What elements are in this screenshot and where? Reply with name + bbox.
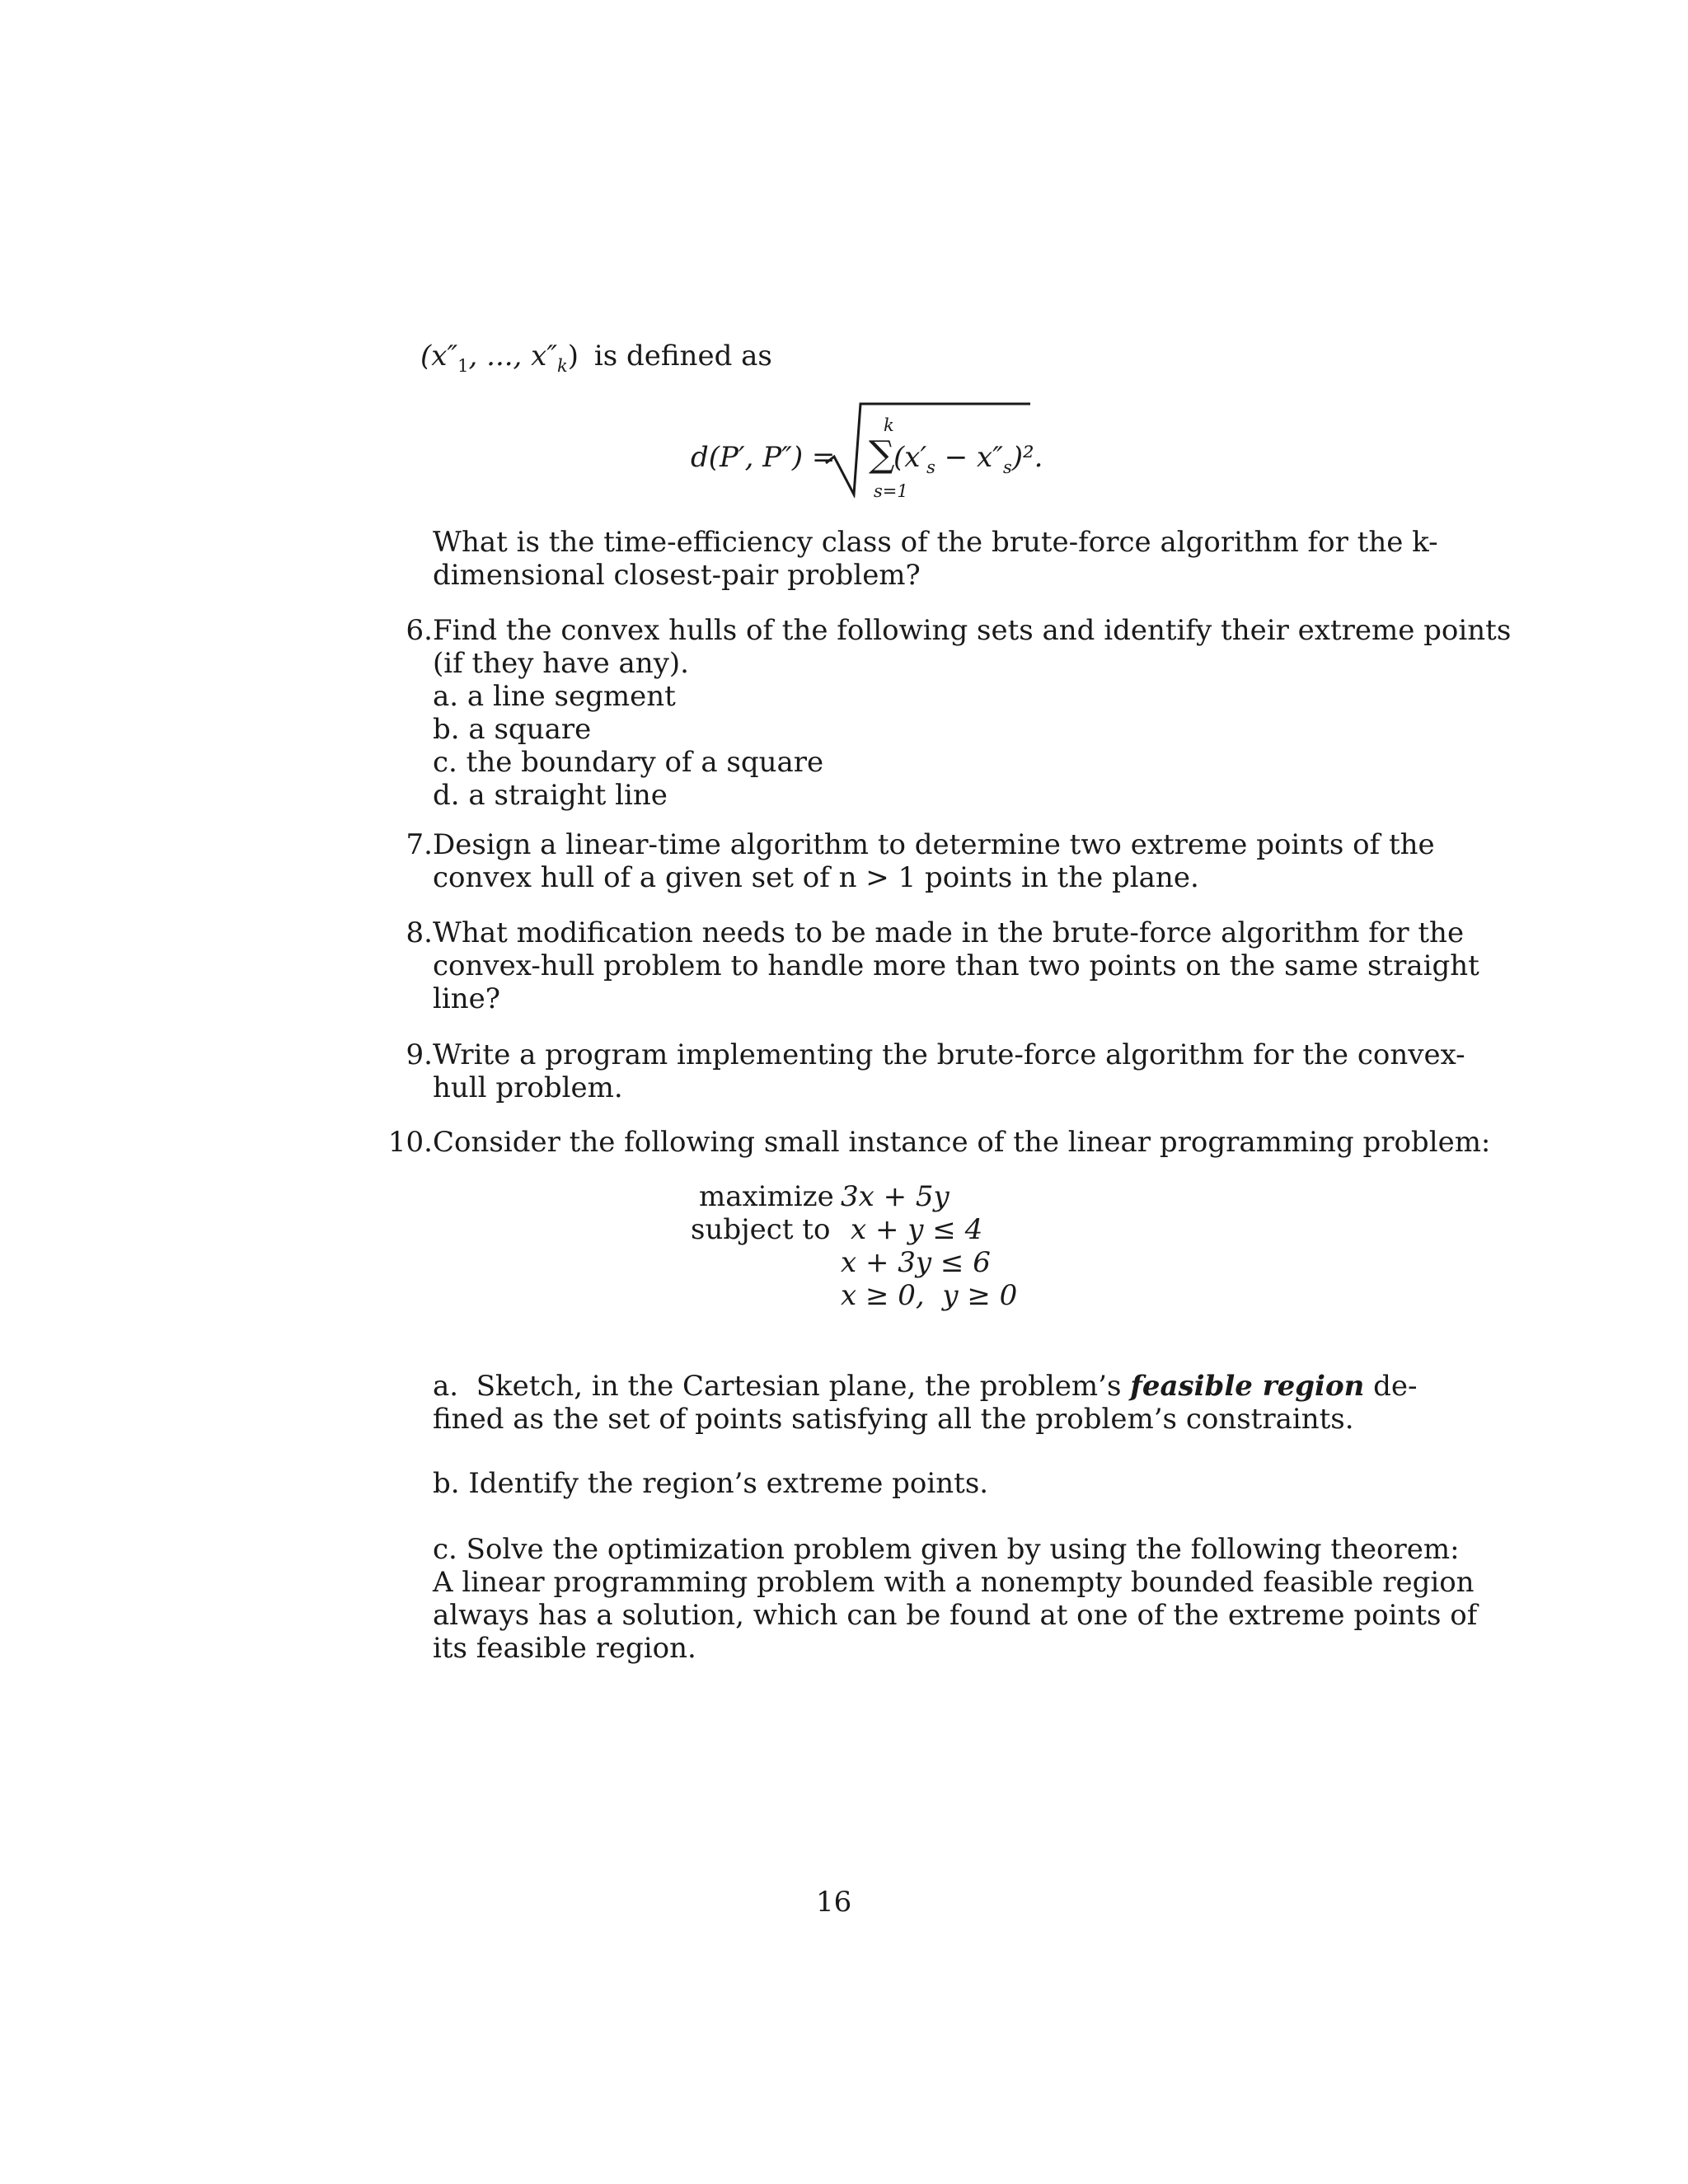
feasible-region-term: feasible region bbox=[1130, 1370, 1365, 1403]
item-line: convex hull of a given set of n > 1 points in the plane. bbox=[433, 861, 1199, 894]
coords-subk: k bbox=[557, 355, 568, 376]
defined-as: is defined as bbox=[593, 340, 772, 373]
formula-lhs: d(P′, P″) = bbox=[691, 441, 836, 474]
item-line: What modification needs to be made in the brute-force algorithm for the bbox=[433, 916, 1465, 949]
q5-tail bbox=[433, 526, 1438, 592]
item-line: b. a square bbox=[433, 713, 592, 746]
item-line: convex-hull problem to handle more than two points on the same straight bbox=[433, 949, 1479, 982]
part-a-line2: fined as the set of points satisfying all the problem’s constraints. bbox=[433, 1403, 1354, 1436]
item-number: 7. bbox=[406, 828, 433, 861]
sum-lower: s=1 bbox=[874, 481, 908, 501]
item-line: d. a straight line bbox=[433, 779, 668, 812]
part-a-hyphen: de- bbox=[1364, 1370, 1418, 1403]
coords-close: ) bbox=[567, 340, 579, 373]
q5-line2: dimensional closest-pair problem? bbox=[433, 559, 921, 592]
intro-line bbox=[420, 340, 772, 375]
item-line: Consider the following small instance of the linear programming problem: bbox=[433, 1126, 1491, 1159]
coords-sub1: 1 bbox=[457, 355, 469, 376]
page-number: 16 bbox=[816, 1886, 852, 1919]
item-10 bbox=[375, 1126, 1491, 1159]
term-sub-b: s bbox=[1002, 457, 1012, 477]
lp-objective: 3x + 5y bbox=[841, 1180, 950, 1213]
part-c-line: always has a solution, which can be found at one of the extreme points of bbox=[433, 1599, 1478, 1632]
item-8 bbox=[375, 916, 1479, 1015]
term-open: (x′ bbox=[893, 441, 927, 474]
item-number: 9. bbox=[406, 1038, 433, 1071]
part-b: b. Identify the region’s extreme points. bbox=[433, 1467, 989, 1500]
lp-maximize-label: maximize bbox=[699, 1180, 834, 1213]
part-c-line: its feasible region. bbox=[433, 1632, 696, 1665]
lp-constraint-2: x + 3y ≤ 6 bbox=[841, 1246, 991, 1279]
part-c-line: A linear programming problem with a nonempty bounded feasible region bbox=[433, 1566, 1475, 1599]
term-close: )². bbox=[1011, 441, 1043, 474]
coords-mid: , ..., x″ bbox=[468, 340, 558, 373]
item-9 bbox=[375, 1038, 1465, 1104]
sum-upper: k bbox=[884, 415, 894, 435]
item-line: a. a line segment bbox=[433, 680, 676, 713]
part-c-line: c. Solve the optimization problem given by using the following theorem: bbox=[433, 1533, 1460, 1566]
item-number: 10. bbox=[387, 1126, 433, 1159]
sum-sigma: ∑ bbox=[869, 434, 895, 476]
item-number: 6. bbox=[406, 614, 433, 647]
part-a bbox=[433, 1370, 1418, 1436]
term-sub-a: s bbox=[926, 457, 935, 477]
part-c bbox=[433, 1533, 1478, 1665]
item-6 bbox=[375, 614, 1512, 812]
coords-open: (x″ bbox=[420, 340, 458, 373]
lp-subject-label: subject to bbox=[691, 1213, 831, 1246]
item-line: Write a program implementing the brute-force algorithm for the convex- bbox=[433, 1038, 1465, 1071]
lp-constraint-3: x ≥ 0, y ≥ 0 bbox=[841, 1279, 1018, 1312]
item-line: c. the boundary of a square bbox=[433, 746, 824, 779]
item-line: Find the convex hulls of the following sets and identify their extreme points bbox=[433, 614, 1512, 647]
item-7 bbox=[375, 828, 1435, 894]
q5-line1: What is the time-efficiency class of the brute-force algorithm for the k- bbox=[433, 526, 1438, 559]
item-line: Design a linear-time algorithm to determine two extreme points of the bbox=[433, 828, 1435, 861]
formula-term bbox=[893, 441, 1043, 476]
part-a-text: a. Sketch, in the Cartesian plane, the problem’s bbox=[433, 1370, 1131, 1403]
item-line: line? bbox=[433, 982, 500, 1015]
item-line: (if they have any). bbox=[433, 647, 689, 680]
item-line: hull problem. bbox=[433, 1071, 623, 1104]
term-minus: − x″ bbox=[935, 441, 1003, 474]
lp-constraint-1: x + y ≤ 4 bbox=[851, 1213, 983, 1246]
item-number: 8. bbox=[406, 916, 433, 949]
